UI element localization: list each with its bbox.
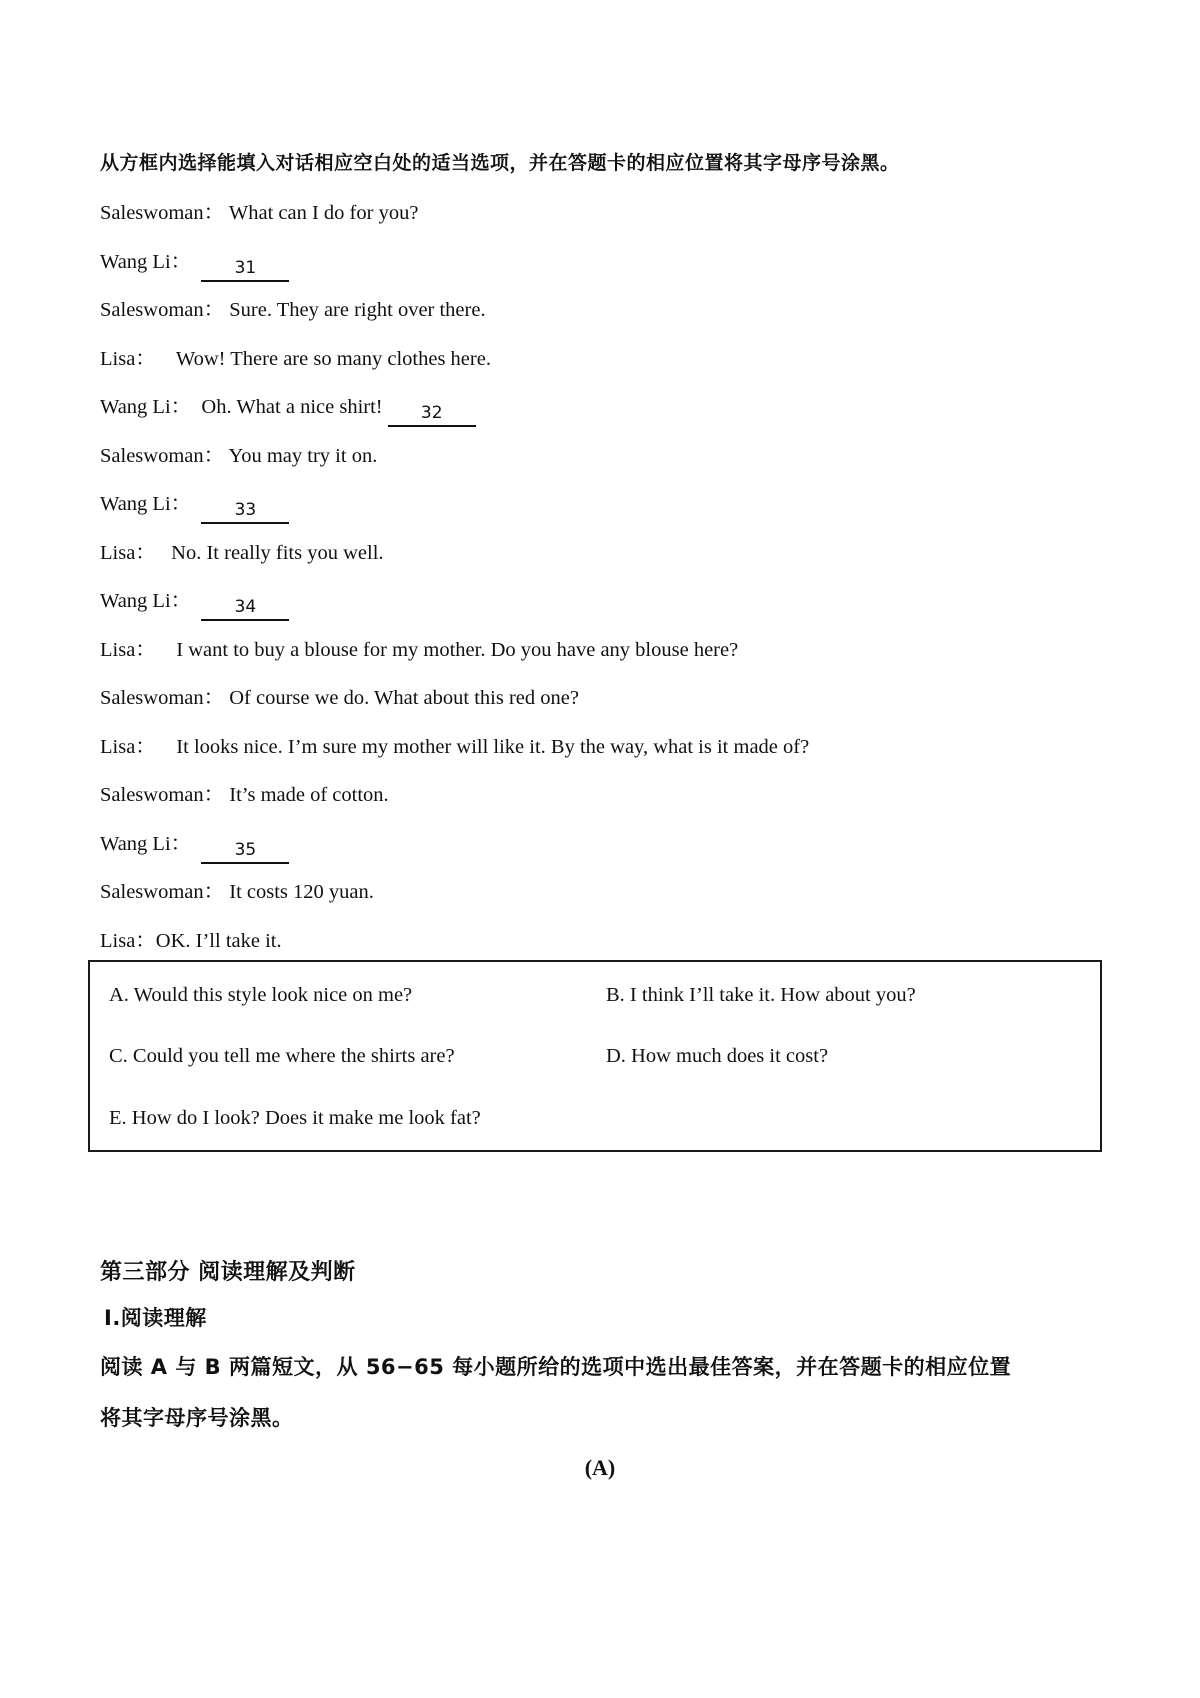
option-a: A. Would this style look nice on me? <box>109 984 413 1006</box>
reading-instruction-line1: 阅读 A 与 B 两篇短文，从 56−65 每小题所给的选项中选出最佳答案，并在答题卡的相应位置 <box>100 1355 1012 1379</box>
dialogue-text: Saleswoman： You may try it on. <box>100 444 378 467</box>
option-c: C. Could you tell me where the shirts are? <box>109 1045 455 1068</box>
dialogue-line <box>100 189 1100 238</box>
dialogue-text: Wang Li： <box>100 832 202 855</box>
dialogue-line <box>100 917 1100 966</box>
dialogue-line <box>100 723 1100 772</box>
option-b: B. I think I’ll take it. How about you? <box>606 984 916 1006</box>
dialogue-text: Saleswoman： What can I do for you? <box>100 202 419 224</box>
dialogue-line <box>100 335 1100 384</box>
dialogue-text: Lisa： No. It really fits you well. <box>100 541 384 564</box>
options-row <box>109 1026 1100 1087</box>
options-row <box>109 1088 1100 1149</box>
options-row <box>109 965 1100 1026</box>
dialogue-line <box>100 626 1100 675</box>
dialogue-text: Wang Li： <box>100 250 202 273</box>
option-empty <box>606 1088 1100 1149</box>
reading-instruction-line2: 将其字母序号涂黑。 <box>100 1406 294 1430</box>
dialogue-line <box>100 771 1100 820</box>
answer-blank-31: 31 <box>201 256 289 282</box>
dialogue-line <box>100 286 1100 335</box>
answer-blank-34: 34 <box>201 595 289 621</box>
dialogue-text: Lisa：OK. I’ll take it. <box>100 929 282 952</box>
dialogue-text: Saleswoman： Sure. They are right over there. <box>100 299 486 321</box>
dialogue-text: Wang Li： <box>100 590 202 612</box>
dialogue-text: Wang Li： <box>100 493 202 515</box>
dialogue-line <box>100 529 1100 578</box>
dialogue-text: Saleswoman： Of course we do. What about this red one? <box>100 687 579 709</box>
dialogue-line <box>100 383 1100 432</box>
dialogue-text: Lisa： It looks nice. I’m sure my mother will like it. By the way, what is it made of? <box>100 735 810 758</box>
dialogue-text: Wang Li： Oh. What a nice shirt! <box>100 396 388 418</box>
answer-blank-32: 32 <box>388 401 476 427</box>
dialogue-text: Saleswoman： It costs 120 yuan. <box>100 881 374 903</box>
dialogue-line <box>100 868 1100 917</box>
dialogue-text: Saleswoman： It’s made of cotton. <box>100 784 389 806</box>
reading-subsection-title: Ⅰ.阅读理解 <box>104 1306 207 1330</box>
dialogue-text: Lisa： Wow! There are so many clothes here. <box>100 347 491 370</box>
dialogue-line <box>100 238 1100 287</box>
option-d: D. How much does it cost? <box>606 1045 829 1068</box>
dialogue-section <box>100 189 1100 965</box>
dialogue-line <box>100 480 1100 529</box>
dialogue-text: Lisa： I want to buy a blouse for my mother. Do you have any blouse here? <box>100 638 739 661</box>
options-box <box>88 960 1102 1152</box>
top-instruction-text: 从方框内选择能填入对话相应空白处的适当选项，并在答题卡的相应位置将其字母序号涂黑。 <box>100 152 900 174</box>
part3-section-title: 第三部分 阅读理解及判断 <box>100 1260 356 1285</box>
dialogue-line <box>100 577 1100 626</box>
dialogue-line <box>100 674 1100 723</box>
passage-a-label: (A) <box>584 1455 616 1480</box>
dialogue-line <box>100 432 1100 481</box>
answer-blank-35: 35 <box>201 838 289 864</box>
answer-blank-33: 33 <box>201 498 289 524</box>
option-e: E. How do I look? Does it make me look fat? <box>109 1106 481 1129</box>
dialogue-line <box>100 820 1100 869</box>
